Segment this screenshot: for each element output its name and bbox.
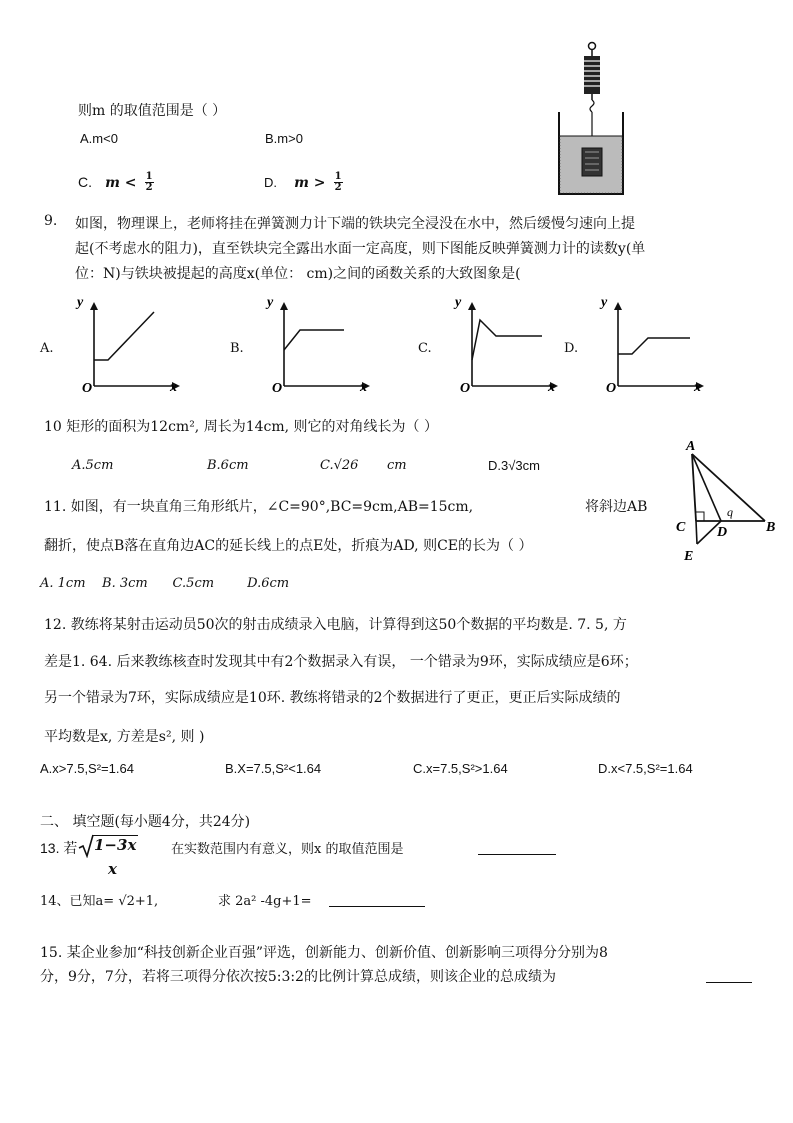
origin-label: O [606,381,617,396]
q8-stem: 则m 的取值范围是（ ） [78,103,227,119]
q14-ask: 求 2a² -4g+1= [218,894,312,909]
q12-option-d[interactable]: D.x<7.5,S²=1.64 [598,761,693,776]
y-label: y [455,295,462,310]
q13-prefix: 13. 若 [40,840,78,856]
q9-graph-d-label[interactable]: D. [564,341,579,356]
q8-option-b[interactable]: B.m>0 [265,131,303,146]
q9-graph-c[interactable] [450,290,570,396]
y-arrow [614,302,622,310]
right-angle-mark [696,512,704,521]
q8-c-frac-den: 2 [145,182,153,193]
q8-option-a[interactable]: A.m<0 [80,131,118,146]
graph-d-curve [618,338,690,354]
extension-ce [696,521,697,544]
y-label: y [601,295,608,310]
q8-option-c-expr: m < [105,175,137,191]
q9-graph-d[interactable] [596,290,716,396]
q9-graph-a[interactable] [72,290,192,396]
q15-line1: 15. 某企业参加“科技创新企业百强”评选，创新能力、创新价值、创新影响三项得分分别为8 [40,945,608,961]
q8-option-d-label: D. [264,175,277,190]
q9-number: 9. [44,213,58,229]
q8-c-frac-num: 1 [145,171,153,182]
graph-c-curve [472,320,542,360]
triangle-figure [672,432,784,570]
q12-line3: 另一个错录为7环，实际成绩应是10环. 教练将错录的2个数据进行了更正，更正后实际成绩的 [44,690,621,706]
q12-line4: 平均数是x, 方差是s², 则 ) [44,729,205,745]
origin-label: O [82,381,93,396]
q8-d-frac-den: 2 [334,182,342,193]
q12-line2: 差是1. 64. 后来教练核查时发现其中有2个数据录入有误， 一个错录为9环，实际成绩应是6环； [44,654,638,670]
x-label: x [694,380,701,395]
q9-graph-b[interactable] [262,290,382,396]
q8-d-frac-num: 1 [334,171,342,182]
q11-line1-tail: 将斜边AB [585,499,648,515]
label-e: E [684,549,694,564]
q8-option-c-label: C. [78,174,92,190]
graph-a-curve [94,312,154,360]
y-arrow [280,302,288,310]
fold-ad [692,454,721,521]
q10-option-d[interactable]: D.3√3cm [488,458,540,473]
q10-option-a[interactable]: A.5cm [72,458,114,473]
x-label: x [170,380,177,395]
label-q: q [727,505,733,519]
y-label: y [267,295,274,310]
graph-b-curve [284,330,344,350]
q8-option-c[interactable] [78,172,154,193]
q12-option-b[interactable]: B.X=7.5,S²<1.64 [225,761,322,776]
q12-line1: 12. 教练将某射击运动员50次的射击成绩录入电脑，计算得到这50个数据的平均数是. 7. 5, 方 [44,617,627,633]
q10-option-c[interactable]: C.√26 [320,458,359,473]
q14-prefix: 14、已知a= √2+1, [40,894,159,909]
y-label: y [77,295,84,310]
q10-stem: 10 矩形的面积为12cm², 周长为14cm, 则它的对角线长为（ ） [44,419,438,435]
q11-options[interactable]: A. 1cm B. 3cm C.5cm D.6cm [40,576,290,591]
q10-option-c-unit: cm [387,458,407,473]
q9-graph-b-label[interactable]: B. [230,341,244,356]
q13-answer-blank[interactable] [478,840,556,855]
q9-graph-c-label[interactable]: C. [418,341,432,356]
q15-answer-blank[interactable] [706,966,752,983]
x-label: x [360,380,367,395]
origin-label: O [460,381,471,396]
q13-suffix: 在实数范围内有意义，则x 的取值范围是 [171,842,404,857]
q9-graph-a-label[interactable]: A. [40,341,54,356]
x-label: x [548,380,555,395]
q9-line1: 如图，物理课上，老师将挂在弹簧测力计下端的铁块完全浸没在水中，然后缓慢匀速向上提 [75,216,635,232]
q8-option-d[interactable] [264,172,343,193]
q9-line3: 位：N)与铁块被提起的高度x(单位： cm)之间的函数关系的大致图象是( [75,266,521,282]
origin-label: O [272,381,283,396]
q14-answer-blank[interactable] [329,890,425,907]
side-ac [692,454,696,521]
q13-radicand: 1−3x [94,836,137,854]
q13-denominator: x [108,860,117,878]
q12-option-a[interactable]: A.x>7.5,S²=1.64 [40,761,134,776]
q12-option-c[interactable]: C.x=7.5,S²>1.64 [413,761,508,776]
label-b: B [766,520,776,535]
q11-line1: 11. 如图，有一块直角三角形纸片，∠C=90°,BC=9cm,AB=15cm, [44,499,474,515]
label-a: A [686,439,696,454]
q9-line2: 起(不考虑水的阻力)，直至铁块完全露出水面一定高度，则下图能反映弹簧测力计的读数y(单 [75,241,646,257]
q15-line2: 分，9分，7分，若将三项得分依次按5:3:2的比例计算总成绩，则该企业的总成绩为 [40,969,556,985]
y-arrow [90,302,98,310]
q8-option-d-expr: m > [294,175,326,191]
y-arrow [468,302,476,310]
q11-line2: 翻折，使点B落在直角边AC的延长线上的点E处，折痕为AD, 则CE的长为（ ） [44,538,533,554]
spring-scale-figure [555,40,627,196]
label-d: D [717,525,728,540]
section-2-title: 二、 填空题(每小题4分，共24分) [40,814,251,830]
label-c: C [676,520,686,535]
q10-option-b[interactable]: B.6cm [207,458,249,473]
